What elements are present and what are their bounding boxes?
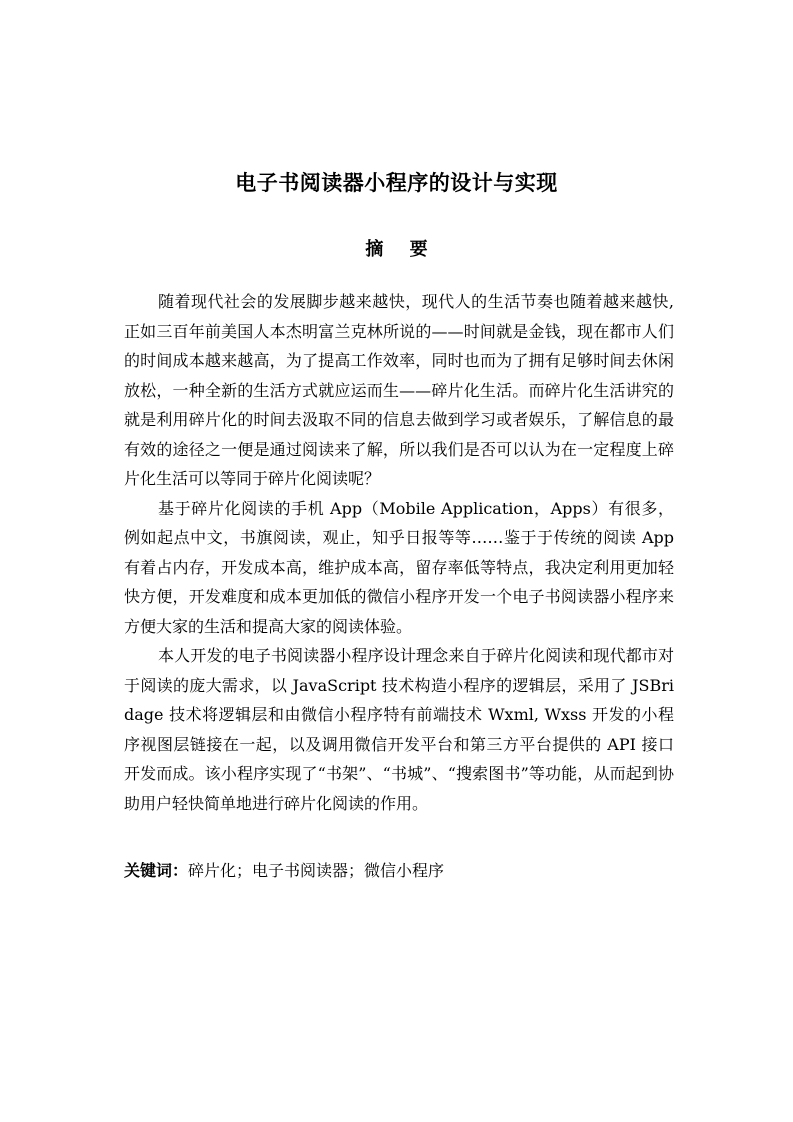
abstract-body [124, 287, 674, 818]
abstract-heading: 摘 要 [365, 239, 438, 260]
keywords-line [124, 857, 684, 885]
abstract-paragraph-1: 随着现代社会的发展脚步越来越快，现代人的生活节奏也随着越来越快,正如三百年前美国人本杰明富兰克林所说的——时间就是金钱，现在都市人们的时间成本越来越高，为了提高工作效率，同时也而为了拥有足够时间去休闲放松，一种全新的生活方式就应运而生——碎片化生活。而碎片化生活讲究的就是利用碎片化的时间去汲取不同的信息去做到学习或者娱乐，了解信息的最有效的途径之一便是通过阅读来了解，所以我们是否可以认为在一定程度上碎片化生活可以等同于碎片化阅读呢？ [124, 292, 674, 488]
abstract-paragraph-3: 本人开发的电子书阅读器小程序设计理念来自于碎片化阅读和现代都市对于阅读的庞大需求，以 JavaScript 技术构造小程序的逻辑层，采用了 JSBridage 技术将逻辑层和由微信小程序特有前端技术 Wxml, Wxss 开发的小程序视图层链接在一起，以及调用微信开发平台和第三方平台提供的 API 接口开发而成。该小程序实现了“书架”、“书城”、“搜索图书”等功能，从而起到协助用户轻快简单地进行碎片化阅读的作用。 [124, 646, 674, 813]
keywords-label: 关键词： [124, 861, 189, 880]
page-title: 电子书阅读器小程序的设计与实现 [235, 171, 558, 195]
keywords-text: 碎片化；电子书阅读器；微信小程序 [188, 861, 445, 880]
abstract-paragraph-2: 基于碎片化阅读的手机 App（Mobile Application，Apps）有很多，例如起点中文，书旗阅读，观止，知乎日报等等……鉴于于传统的阅读 App 有着占内存，开发成本高，维护成本高，留存率低等特点，我决定利用更加轻快方便，开发难度和成本更加低的微信小程序开发一个电子书阅读器小程序来方便大家的生活和提高大家的阅读体验。 [124, 498, 674, 636]
